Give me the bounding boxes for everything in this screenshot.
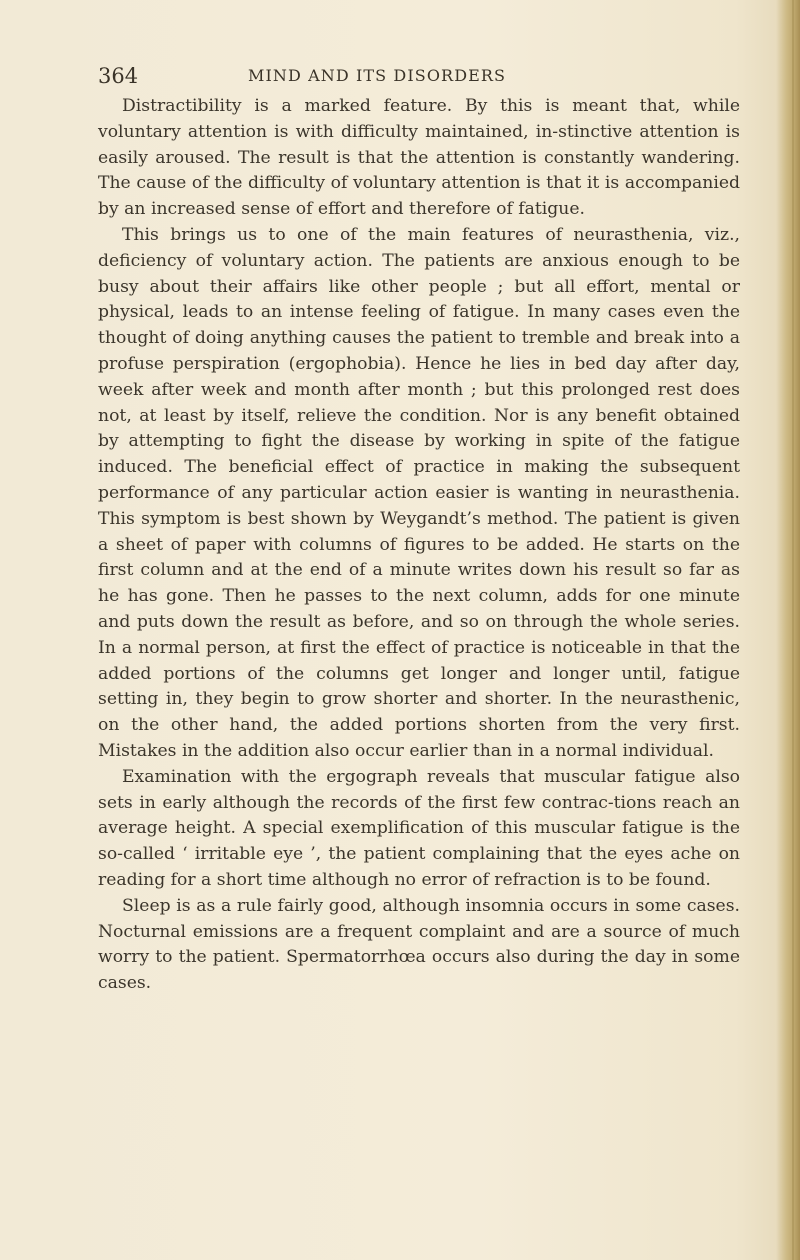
body-text [98,94,740,997]
page-edge-line [792,0,794,1260]
paragraph: This brings us to one of the main features of neurasthenia, viz., deficiency of voluntary action. The patients are anxious enough to be busy about their affairs like other people ; but all effort, mental or physical, leads to an intense feeling of fatigue. In many cases even the thought of doing anything causes the patient to tremble and break into a profuse perspiration (ergophobia). Hence he lies in bed day after day, week after week and month after month ; but this prolonged rest does not, at least by itself, relieve the condition. Nor is any benefit obtained by attempting to fight the disease by working in spite of the fatigue induced. The beneficial effect of practice in making the subsequent performance of any particular action easier is wanting in neurasthenia. This symptom is best shown by Weygandt’s method. The patient is given a sheet of paper with columns of figures to be added. He starts on the first column and at the end of a minute writes down his result so far as he has gone. Then he passes to the next column, adds for one minute and puts down the result as before, and so on through the whole series. In a normal person, at first the effect of practice is noticeable in that the added portions of the columns get longer and longer until, fatigue setting in, they begin to grow shorter and shorter. In the neurasthenic, on the other hand, the added portions shorten from the very first. Mistakes in the addition also occur earlier than in a normal individual. [98,224,740,761]
page-header [98,64,740,94]
paragraph: Examination with the ergograph reveals that muscular fatigue also sets in early although the records of the first few contrac-tions reach an average height. A special exemplification of this muscular fatigue is the so-called ‘ irritable eye ’, the patient complaining that the eyes ache on reading for a short time although no error of refraction is to be found. [98,766,740,890]
running-head: MIND AND ITS DISORDERS [248,66,507,85]
paragraph: Sleep is as a rule fairly good, although insomnia occurs in some cases. Nocturnal emissions are a frequent complaint and are a source of much worry to the patient. Spermatorrhœa occurs also during the day in some cases. [98,895,740,994]
paragraph: Distractibility is a marked feature. By this is meant that, while voluntary attention is with difficulty maintained, in-stinctive attention is easily aroused. The result is that the attention is constantly wandering. The cause of the difficulty of voluntary attention is that it is accompanied by an increased sense of effort and therefore of fatigue. [98,96,740,220]
page-number: 364 [98,64,139,88]
page-edge-shadow [776,0,800,1260]
